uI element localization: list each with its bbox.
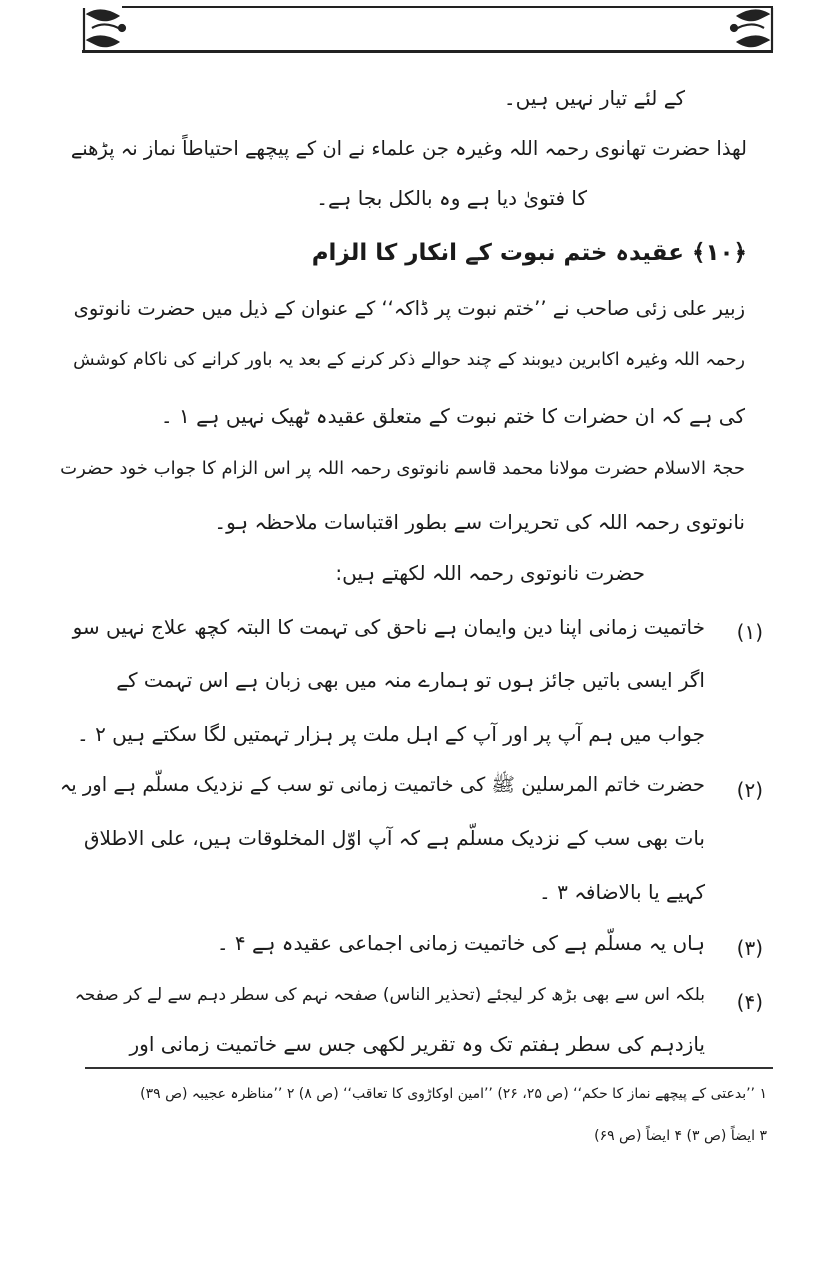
list-number: (۳) [736, 936, 763, 960]
list-item-line: خاتمیت زمانی اپنا دین وایمان ہے ناحق کی تہمت کا البتہ کچھ علاج نہیں سو [72, 615, 705, 639]
text-line: لھذا حضرت تھانوی رحمہ اللہ وغیرہ جن علماء نے ان کے پیچھے احتیاطاً نماز نہ پڑھنے [70, 137, 747, 160]
list-item-line: جواب میں ہم آپ پر اور آپ کے اہل ملت پر ہزار تہمتیں لگا سکتے ہیں ۲ ۔ [77, 722, 705, 746]
text-line: نانوتوی رحمہ اللہ کی تحریرات سے بطور اقتباسات ملاحظہ ہو۔ [214, 510, 745, 534]
list-item-line: یازدہم کی سطر ہفتم تک وہ تقریر لکھی جس سے خاتمیت زمانی اور [129, 1032, 705, 1056]
text-line: کی ہے کہ ان حضرات کا ختم نبوت کے متعلق عقیدہ ٹھیک نہیں ہے ۱ ۔ [160, 404, 745, 428]
footnote-line: ۱ ’’بدعتی کے پیچھے نماز کا حکم‘‘ (ص ۲۵، ۲۶) ’’امین اوکاڑوی کا تعاقب‘‘ (ص ۸) ۲ ’’مناظرہ عجیبہ (ص ۳۹) [140, 1086, 767, 1102]
text-line: کے لئے تیار نہیں ہیں۔ [503, 86, 685, 110]
list-item-line: حضرت خاتم المرسلین ﷺ کی خاتمیت زمانی تو سب کے نزدیک مسلّم ہے اور یہ [59, 773, 705, 796]
footnote-rule [85, 1067, 773, 1069]
list-item-line: اگر ایسی باتیں جائز ہوں تو ہمارے منہ میں بھی زبان ہے اس تہمت کے [116, 668, 705, 692]
floral-ornament-icon [728, 4, 778, 52]
list-item-line: بات بھی سب کے نزدیک مسلّم ہے کہ آپ اوّل المخلوقات ہیں، علی الاطلاق [83, 826, 705, 850]
text-line: زبیر علی زئی صاحب نے ’’ختم نبوت پر ڈاکہ‘‘ کے عنوان کے ذیل میں حضرت نانوتوی [73, 297, 745, 320]
text-line: رحمہ اللہ وغیرہ اکابرین دیوبند کے چند حوالے ذکر کرنے کے بعد یہ باور کرانے کی ناکام کوشش [73, 350, 745, 370]
header-top-rule [122, 6, 773, 8]
list-number: (۴) [736, 990, 763, 1014]
floral-ornament-icon [78, 4, 128, 52]
section-number: ﴿۱۰﴾ [691, 240, 747, 266]
section-title: عقیدہ ختم نبوت کے انکار کا الزام [311, 240, 684, 266]
text-line: کا فتویٰ دیا ہے وہ بالکل بجا ہے۔ [316, 186, 587, 210]
text-line: حضرت نانوتوی رحمہ اللہ لکھتے ہیں: [335, 561, 645, 585]
list-number: (۱) [736, 620, 763, 644]
footnote-line: ۳ ایضاً (ص ۳) ۴ ایضاً (ص ۶۹) [594, 1128, 767, 1144]
list-item-line: بلکہ اس سے بھی بڑھ کر لیجئے (تحذیر الناس) صفحہ نہم کی سطر دہم سے لے کر صفحہ [74, 985, 705, 1005]
list-item-line: کہیے یا بالاضافہ ۳ ۔ [539, 880, 705, 904]
list-item-line: ہاں یہ مسلّم ہے کی خاتمیت زمانی اجماعی عقیدہ ہے ۴ ۔ [216, 931, 705, 955]
text-line: حجۃ الاسلام حضرت مولانا محمد قاسم نانوتوی رحمہ اللہ پر اس الزام کا جواب خود حضرت [60, 458, 745, 479]
section-heading [312, 240, 747, 266]
list-number: (۲) [736, 778, 763, 802]
header-bottom-rule [82, 50, 773, 53]
